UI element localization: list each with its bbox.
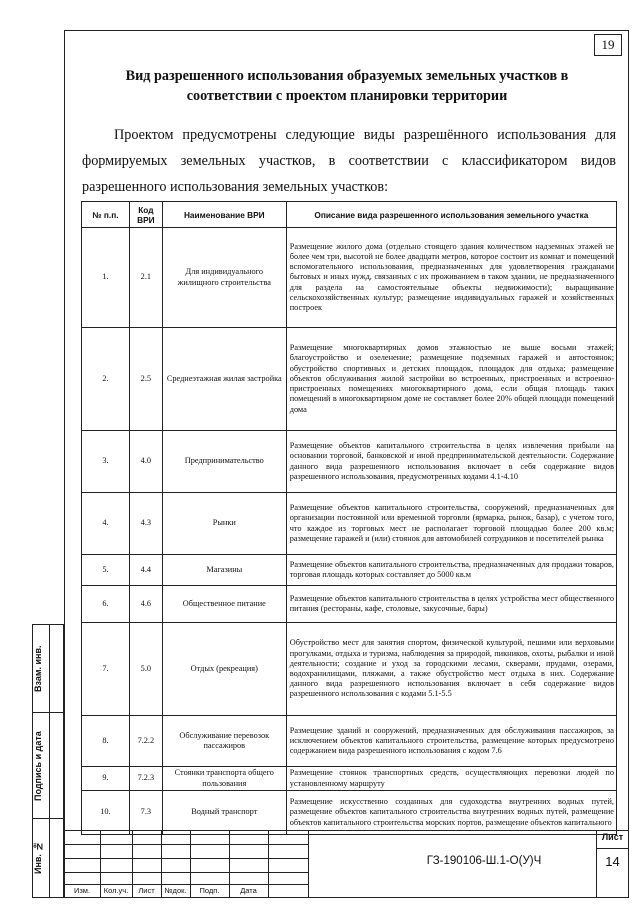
row-desc: Размещение жилого дома (отдельно стоящего здания количеством надземных этажей не более чем три, высотой не более двадцати метров, которое состоит из комнат и помещений вспомогательного использования, предназначенных для удовлетворения гражданами бытовых и иных нужд, связанных с их проживанием в таком здании, не предназначенного для раздела на самостоятельные объекты недвижимости); выращивание сельскохозяйственных культур; размещение индивидуальных гаражей и хозяйственных построек (286, 228, 616, 328)
side-separator (32, 712, 64, 713)
row-desc: Размещение объектов капитального строительства в целях устройства мест общественного питания (рестораны, кафе, столовые, закусочные, бары) (286, 586, 616, 623)
row-name: Магазины (162, 555, 286, 586)
row-code: 7.3 (129, 791, 162, 835)
table-row (82, 493, 617, 555)
row-num: 4. (82, 493, 130, 555)
header-name: Наименование ВРИ (162, 202, 286, 228)
row-num: 9. (82, 767, 130, 791)
row-num: 8. (82, 716, 130, 767)
row-num: 10. (82, 791, 130, 835)
row-name: Обслуживание перевозок пассажиров (162, 716, 286, 767)
row-desc: Размещение объектов капитального строительства, сооружений, предназначенных для организации постоянной или временной торговли (ярмарка, рынок, базар), с учетом того, что каждое из торговых мест не располагает торговой площадью более 200 кв.м; размещение гаражей и (или) стоянок для автомобилей сотрудников и посетителей рынка (286, 493, 616, 555)
table-row (82, 716, 617, 767)
intro-text: Проектом предусмотрены следующие виды разрешённого использования для формируемых земельных участков, в соответствии с классификатором видов разрешенного использования земельных участков: (82, 127, 616, 195)
table-row (82, 431, 617, 493)
row-code: 5.0 (129, 623, 162, 716)
row-name: Водный транспорт (162, 791, 286, 835)
stamp-col-ndok: №док. (164, 886, 187, 895)
row-code: 4.3 (129, 493, 162, 555)
stamp-line (308, 830, 309, 898)
sheet-label: Лист (601, 832, 624, 842)
side-label-vzam: Взам. инв. (33, 645, 43, 693)
header-num: № п.п. (82, 202, 130, 228)
row-num: 2. (82, 328, 130, 431)
stamp-col-list: Лист (138, 886, 155, 895)
row-name: Для индивидуального жилищного строительства (162, 228, 286, 328)
table-header-row (82, 202, 617, 228)
row-code: 2.5 (129, 328, 162, 431)
row-code: 4.6 (129, 586, 162, 623)
stamp-col-izm: Изм. (73, 886, 91, 895)
row-desc: Размещение объектов капитального строительства в целях извлечения прибыли на основании торговой, банковской и иной предпринимательской деятельности. Содержание данного вида разрешенного использования включает в себя содержание видов разрешенного использования, предусмотренных кодами 4.1-4.10 (286, 431, 616, 493)
row-name: Рынки (162, 493, 286, 555)
row-num: 1. (82, 228, 130, 328)
table-row (82, 555, 617, 586)
stamp-line (268, 830, 269, 898)
row-name: Среднеэтажная жилая застройка (162, 328, 286, 431)
row-desc: Размещение искусственно созданных для судоходства внутренних водных путей, размещение объектов капитального строительства внутренних водных путей, размещение объектов капитального строительства морских портов, размещение объектов капитального (286, 791, 616, 835)
stamp-col-podp: Подп. (199, 886, 220, 895)
row-name: Предпринимательство (162, 431, 286, 493)
table-row (82, 791, 617, 835)
row-desc: Обустройство мест для занятия спортом, физической культурой, пешими или верховыми прогулками, отдыха и туризма, наблюдения за природой, пикников, охоты, рыбалки и иной деятельности; создание и уход за городскими лесами, скверами, прудами, озерами, водохранилищами, пляжами, а также обустройство мест отдыха в них. Содержание данного вида разрешенного использования включает в себя содержание видов разрешенного использования с кодами 5.1-5.5 (286, 623, 616, 716)
stamp-line (596, 848, 629, 849)
table-row (82, 228, 617, 328)
stamp-col-kolvo: Кол.уч. (103, 886, 129, 895)
row-desc: Размещение стоянок транспортных средств, осуществляющих перевозки людей по установленному маршруту (286, 767, 616, 791)
table-row (82, 586, 617, 623)
row-num: 7. (82, 623, 130, 716)
stamp-col-data: Дата (240, 886, 257, 895)
row-code: 7.2.3 (129, 767, 162, 791)
document-title: Вид разрешенного использования образуемых земельных участков в соответствии с проектом планировки территории (125, 68, 569, 104)
table-row (82, 328, 617, 431)
document-code: ГЗ-190106-Ш.1-О(У)Ч (426, 855, 542, 867)
side-label-inv: Инв. № (33, 841, 43, 875)
row-name: Общественное питание (162, 586, 286, 623)
row-name: Стоянки транспорта общего пользования (162, 767, 286, 791)
row-num: 5. (82, 555, 130, 586)
table-row (82, 623, 617, 716)
vri-table (81, 201, 617, 835)
intro-paragraph (82, 122, 616, 200)
side-label-podpis: Подпись и дата (33, 731, 43, 801)
row-name: Отдых (рекреация) (162, 623, 286, 716)
side-stamp-col (50, 624, 64, 898)
row-code: 2.1 (129, 228, 162, 328)
row-desc: Размещение многоквартирных домов этажностью не выше восьми этажей; благоустройство и озеленение; размещение подземных гаражей и автостоянок; обустройство спортивных и детских площадок, площадок для отдыха; размещение объектов обслуживания жилой застройки во встроенных, пристроенных и встроенно-пристроенных помещениях многоквартирного дома, если общая площадь таких помещений в многоквартирном доме не составляет более 20% общей площади помещений дома (286, 328, 616, 431)
side-separator (32, 818, 64, 819)
header-code: Код ВРИ (129, 202, 162, 228)
row-code: 4.0 (129, 431, 162, 493)
row-num: 6. (82, 586, 130, 623)
row-num: 3. (82, 431, 130, 493)
stamp-line (64, 830, 629, 831)
header-desc: Описание вида разрешенного использования земельного участка (286, 202, 616, 228)
sheet-number: 14 (605, 854, 620, 869)
row-desc: Размещение зданий и сооружений, предназначенных для обслуживания пассажиров, за исключением объектов капитального строительства, размещение которых предусмотрено содержанием вида разрешенного использования с кодом 7.6 (286, 716, 616, 767)
page-number-top: 19 (594, 34, 622, 56)
row-code: 7.2.2 (129, 716, 162, 767)
table-row (82, 767, 617, 791)
row-desc: Размещение объектов капитального строительства, предназначенных для продажи товаров, торговая площадь которых составляет до 5000 кв.м (286, 555, 616, 586)
title-block (64, 830, 629, 898)
row-code: 4.4 (129, 555, 162, 586)
